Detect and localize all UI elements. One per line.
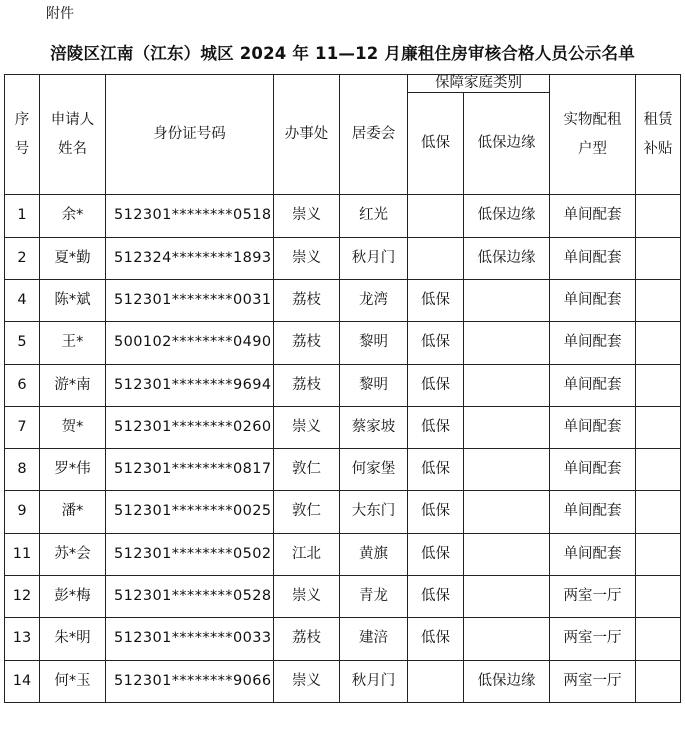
name-cell: 罗*伟 xyxy=(40,449,106,491)
office-cell: 江北 xyxy=(274,533,340,575)
table-row xyxy=(5,618,681,660)
name-cell: 王* xyxy=(40,322,106,364)
id-number-cell: 512301********0528 xyxy=(106,576,274,618)
id-number-cell: 512301********0518 xyxy=(106,195,274,237)
seq-cell: 9 xyxy=(5,491,40,533)
id-number-cell: 512301********0502 xyxy=(106,533,274,575)
header-dibao: 低保 xyxy=(408,93,464,195)
committee-cell: 建涪 xyxy=(340,618,408,660)
committee-cell: 红光 xyxy=(340,195,408,237)
subsidy-cell xyxy=(636,576,681,618)
seq-cell: 5 xyxy=(5,322,40,364)
dibao-cell: 低保 xyxy=(408,322,464,364)
name-cell: 陈*斌 xyxy=(40,279,106,321)
office-cell: 荔枝 xyxy=(274,322,340,364)
seq-cell: 14 xyxy=(5,660,40,702)
subsidy-cell xyxy=(636,195,681,237)
seq-cell: 7 xyxy=(5,406,40,448)
housing-type-cell: 单间配套 xyxy=(550,406,636,448)
name-cell: 潘* xyxy=(40,491,106,533)
seq-cell: 4 xyxy=(5,279,40,321)
name-cell: 贺* xyxy=(40,406,106,448)
housing-type-cell: 单间配套 xyxy=(550,237,636,279)
committee-cell: 大东门 xyxy=(340,491,408,533)
id-number-cell: 512301********0031 xyxy=(106,279,274,321)
seq-cell: 2 xyxy=(5,237,40,279)
subsidy-cell xyxy=(636,364,681,406)
dibao-edge-cell xyxy=(464,491,550,533)
office-cell: 崇义 xyxy=(274,237,340,279)
office-cell: 荔枝 xyxy=(274,618,340,660)
committee-cell: 秋月门 xyxy=(340,237,408,279)
subsidy-cell xyxy=(636,322,681,364)
table-row xyxy=(5,406,681,448)
office-cell: 敦仁 xyxy=(274,449,340,491)
office-cell: 崇义 xyxy=(274,406,340,448)
dibao-cell: 低保 xyxy=(408,364,464,406)
name-cell: 游*南 xyxy=(40,364,106,406)
dibao-edge-cell xyxy=(464,576,550,618)
table-row xyxy=(5,491,681,533)
dibao-edge-cell xyxy=(464,533,550,575)
dibao-cell: 低保 xyxy=(408,618,464,660)
housing-type-cell: 单间配套 xyxy=(550,322,636,364)
attachment-label: 附件 xyxy=(46,6,74,22)
dibao-cell xyxy=(408,237,464,279)
table-row xyxy=(5,660,681,702)
table-row xyxy=(5,364,681,406)
dibao-edge-cell xyxy=(464,364,550,406)
id-number-cell: 512324********1893 xyxy=(106,237,274,279)
office-cell: 崇义 xyxy=(274,195,340,237)
dibao-cell: 低保 xyxy=(408,491,464,533)
seq-cell: 8 xyxy=(5,449,40,491)
table-row xyxy=(5,533,681,575)
dibao-edge-cell xyxy=(464,322,550,364)
dibao-cell: 低保 xyxy=(408,449,464,491)
table-row xyxy=(5,449,681,491)
dibao-cell: 低保 xyxy=(408,406,464,448)
subsidy-cell xyxy=(636,491,681,533)
committee-cell: 黄旗 xyxy=(340,533,408,575)
name-cell: 彭*梅 xyxy=(40,576,106,618)
housing-type-cell: 两室一厅 xyxy=(550,576,636,618)
seq-cell: 11 xyxy=(5,533,40,575)
name-cell: 何*玉 xyxy=(40,660,106,702)
name-cell: 夏*勤 xyxy=(40,237,106,279)
office-cell: 崇义 xyxy=(274,576,340,618)
header-seq: 序 号 xyxy=(5,75,40,195)
name-cell: 余* xyxy=(40,195,106,237)
office-cell: 荔枝 xyxy=(274,364,340,406)
id-number-cell: 500102********0490 xyxy=(106,322,274,364)
dibao-cell: 低保 xyxy=(408,533,464,575)
header-housing: 实物配租 户型 xyxy=(550,75,636,195)
committee-cell: 何家堡 xyxy=(340,449,408,491)
housing-type-cell: 单间配套 xyxy=(550,364,636,406)
dibao-edge-cell: 低保边缘 xyxy=(464,660,550,702)
name-cell: 朱*明 xyxy=(40,618,106,660)
housing-type-cell: 单间配套 xyxy=(550,491,636,533)
subsidy-cell xyxy=(636,533,681,575)
dibao-edge-cell xyxy=(464,279,550,321)
committee-cell: 蔡家坡 xyxy=(340,406,408,448)
subsidy-cell xyxy=(636,618,681,660)
id-number-cell: 512301********0033 xyxy=(106,618,274,660)
seq-cell: 6 xyxy=(5,364,40,406)
id-number-cell: 512301********0260 xyxy=(106,406,274,448)
table-row xyxy=(5,322,681,364)
dibao-cell: 低保 xyxy=(408,279,464,321)
header-subsidy: 租赁 补贴 xyxy=(636,75,681,195)
header-dibao-edge: 低保边缘 xyxy=(464,93,550,195)
committee-cell: 青龙 xyxy=(340,576,408,618)
subsidy-cell xyxy=(636,237,681,279)
housing-type-cell: 两室一厅 xyxy=(550,660,636,702)
id-number-cell: 512301********9694 xyxy=(106,364,274,406)
housing-type-cell: 单间配套 xyxy=(550,449,636,491)
document-title: 涪陵区江南（江东）城区 2024 年 11—12 月廉租住房审核合格人员公示名单 xyxy=(50,44,635,63)
office-cell: 敦仁 xyxy=(274,491,340,533)
committee-cell: 秋月门 xyxy=(340,660,408,702)
dibao-edge-cell xyxy=(464,618,550,660)
seq-cell: 12 xyxy=(5,576,40,618)
dibao-cell xyxy=(408,195,464,237)
table-row xyxy=(5,576,681,618)
id-number-cell: 512301********0025 xyxy=(106,491,274,533)
table-row xyxy=(5,195,681,237)
dibao-edge-cell: 低保边缘 xyxy=(464,237,550,279)
dibao-cell: 低保 xyxy=(408,576,464,618)
housing-type-cell: 单间配套 xyxy=(550,195,636,237)
dibao-edge-cell xyxy=(464,449,550,491)
committee-cell: 龙湾 xyxy=(340,279,408,321)
seq-cell: 13 xyxy=(5,618,40,660)
approved-list-table xyxy=(4,74,681,703)
housing-type-cell: 单间配套 xyxy=(550,533,636,575)
header-name: 申请人 姓名 xyxy=(40,75,106,195)
header-committee: 居委会 xyxy=(340,75,408,195)
committee-cell: 黎明 xyxy=(340,322,408,364)
seq-cell: 1 xyxy=(5,195,40,237)
name-cell: 苏*会 xyxy=(40,533,106,575)
housing-type-cell: 单间配套 xyxy=(550,279,636,321)
housing-type-cell: 两室一厅 xyxy=(550,618,636,660)
table-row xyxy=(5,279,681,321)
dibao-edge-cell: 低保边缘 xyxy=(464,195,550,237)
header-office: 办事处 xyxy=(274,75,340,195)
table-row xyxy=(5,237,681,279)
dibao-cell xyxy=(408,660,464,702)
subsidy-cell xyxy=(636,449,681,491)
subsidy-cell xyxy=(636,660,681,702)
header-id: 身份证号码 xyxy=(106,75,274,195)
committee-cell: 黎明 xyxy=(340,364,408,406)
subsidy-cell xyxy=(636,279,681,321)
subsidy-cell xyxy=(636,406,681,448)
header-category: 保障家庭类别 xyxy=(408,75,550,93)
id-number-cell: 512301********9066 xyxy=(106,660,274,702)
office-cell: 荔枝 xyxy=(274,279,340,321)
dibao-edge-cell xyxy=(464,406,550,448)
id-number-cell: 512301********0817 xyxy=(106,449,274,491)
office-cell: 崇义 xyxy=(274,660,340,702)
